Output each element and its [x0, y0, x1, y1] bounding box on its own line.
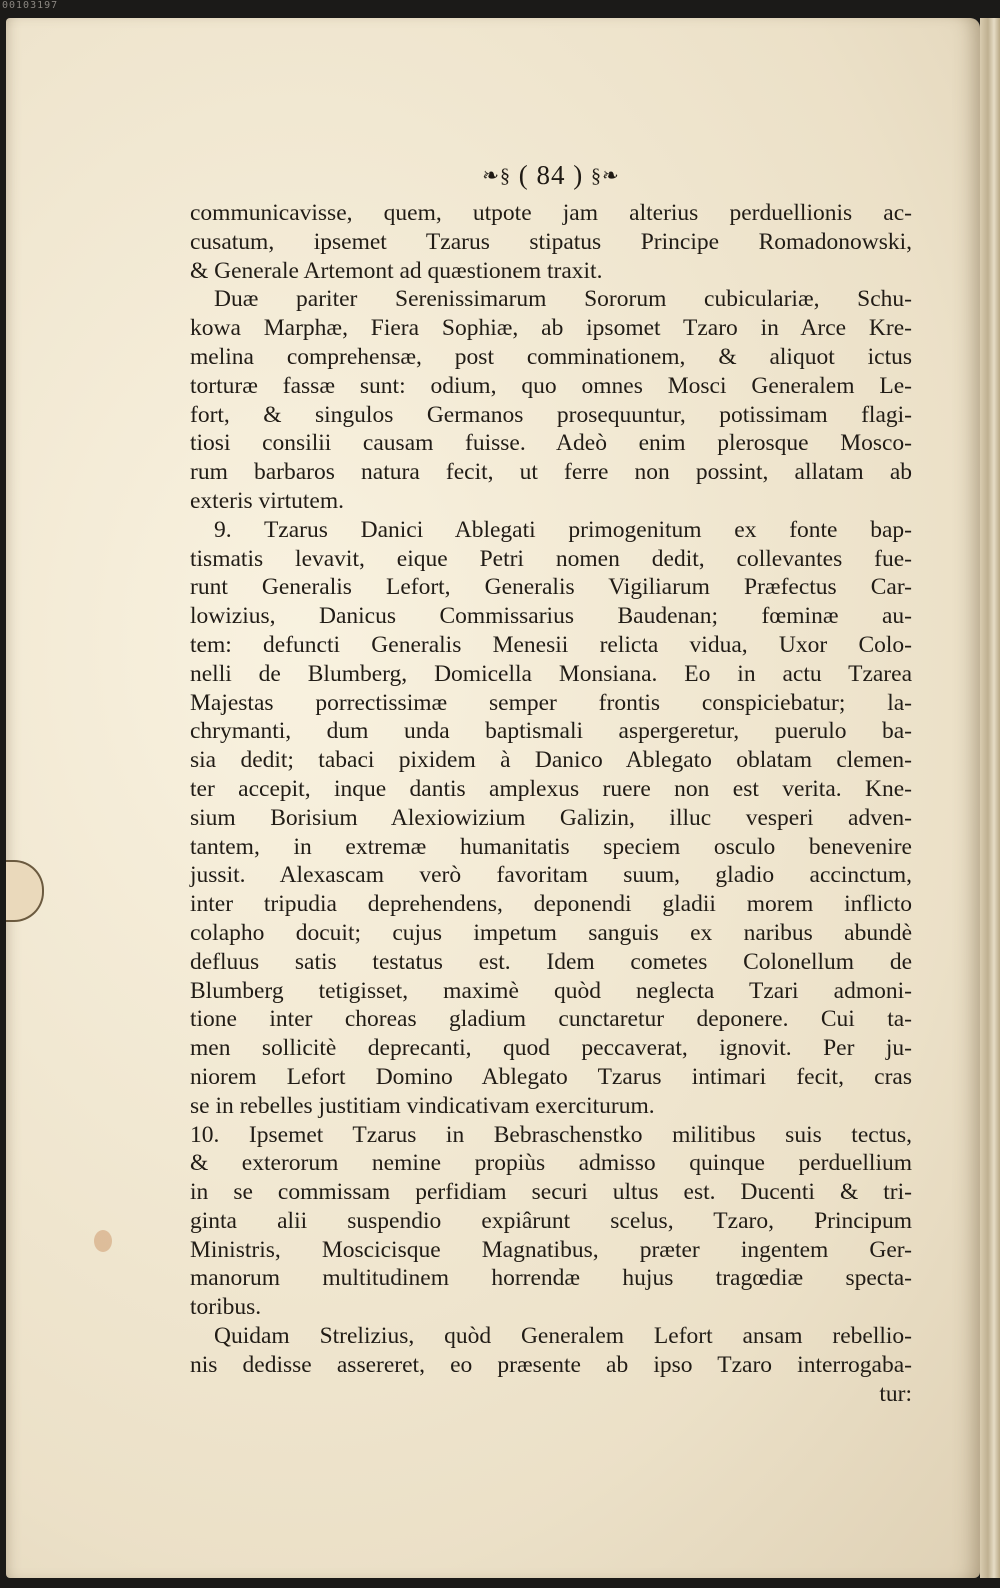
text-line: sia dedit; tabaci pixidem à Danico Ablegato oblatam clemen-: [190, 747, 912, 774]
page-header: [461, 160, 641, 191]
page-number: ( 84 ): [518, 160, 584, 190]
text-line: Duæ pariter Serenissimarum Sororum cubiculariæ, Schu-: [214, 286, 912, 313]
text-line: colapho docuit; cujus impetum sanguis ex naribus abundè: [190, 919, 912, 946]
text-line: torturæ fassæ sunt: odium, quo omnes Mosci Generalem Le-: [190, 372, 912, 399]
text-line: chrymanti, dum unda baptismali aspergeretur, puerulo ba-: [190, 718, 912, 745]
text-line: jussit. Alexascam verò favoritam suum, gladio accinctum,: [190, 862, 912, 889]
text-line: Quidam Strelizius, quòd Generalem Lefort ansam rebellio-: [214, 1323, 912, 1350]
text-line: communicavisse, quem, utpote jam alterius perduellionis ac-: [190, 200, 912, 226]
text-line: runt Generalis Lefort, Generalis Vigiliarum Præfectus Car-: [190, 574, 912, 601]
text-line: tantem, in extremæ humanitatis speciem osculo benevenire: [190, 833, 912, 860]
text-line: lowizius, Danicus Commissarius Baudenan; fœminæ au-: [190, 603, 912, 630]
text-line: toribus.: [190, 1294, 262, 1321]
text-line: tione inter choreas gladium cunctaretur deponere. Cui ta-: [190, 1006, 912, 1033]
text-line: in se commissam perfidiam securi ultus est. Ducenti & tri-: [190, 1179, 912, 1206]
paper-stain: [94, 1230, 112, 1252]
text-line: tiosi consilii causam fuisse. Adeò enim plerosque Mosco-: [190, 430, 912, 457]
text-line: Majestas porrectissimæ semper frontis conspiciebatur; la-: [190, 689, 912, 716]
left-ornament-icon: ❧§: [482, 165, 511, 187]
text-line: se in rebelles justitiam vindicativam exerciturum.: [190, 1092, 655, 1119]
text-line: manorum multitudinem horrendæ hujus tragœdiæ specta-: [190, 1265, 912, 1292]
text-line: cusatum, ipsemet Tzarus stipatus Principe Romadonowski,: [190, 228, 912, 255]
text-line: & exterorum nemine propiùs admisso quinque perduellium: [190, 1150, 912, 1177]
text-line: tem: defuncti Generalis Menesii relicta vidua, Uxor Colo-: [190, 631, 912, 658]
text-line: nis dedisse assereret, eo præsente ab ipso Tzaro interrogaba-: [190, 1351, 912, 1378]
text-line: men sollicitè deprecanti, quod peccaverat, ignovit. Per ju-: [190, 1035, 912, 1062]
text-line-catchword: tur:: [879, 1380, 912, 1407]
text-line: nelli de Blumberg, Domicella Monsiana. Eo in actu Tzarea: [190, 660, 912, 687]
book-page: [6, 18, 980, 1578]
text-line: 9. Tzarus Danici Ablegati primogenitum ex fonte bap-: [214, 516, 912, 543]
right-ornament-icon: §❧: [590, 165, 620, 187]
scan-identifier: 00103197: [2, 0, 59, 11]
text-line: sium Borisium Alexiowizium Galizin, illuc vesperi adven-: [190, 804, 912, 831]
text-line: 10. Ipsemet Tzarus in Bebraschenstko militibus suis tectus,: [190, 1121, 912, 1148]
text-line: tismatis levavit, eique Petri nomen dedit, collevantes fue-: [190, 545, 912, 572]
page-tab-marker: [6, 860, 44, 922]
text-line: exteris virtutem.: [190, 487, 345, 514]
text-line: melina comprehensæ, post comminationem, & aliquot ictus: [190, 343, 912, 370]
text-line: kowa Marphæ, Fiera Sophiæ, ab ipsomet Tzaro in Arce Kre-: [190, 315, 912, 342]
body-text: [190, 199, 912, 1408]
text-line: rum barbaros natura fecit, ut ferre non possint, allatam ab: [190, 459, 912, 486]
text-line: inter tripudia deprehendens, deponendi gladii morem inflicto: [190, 891, 912, 918]
text-line: Ministris, Moscicisque Magnatibus, præter ingentem Ger-: [190, 1236, 912, 1263]
text-line: ginta alii suspendio expiârunt scelus, Tzaro, Principum: [190, 1207, 912, 1234]
text-line: defluus satis testatus est. Idem cometes Colonellum de: [190, 948, 912, 975]
text-line: & Generale Artemont ad quæstionem traxit.: [190, 257, 603, 284]
text-line: fort, & singulos Germanos prosequuntur, potissimam flagi-: [190, 401, 912, 428]
text-line: ter accepit, inque dantis amplexus ruere non est verita. Kne-: [190, 775, 912, 802]
page-edge-stack: [980, 18, 1000, 1578]
text-line: Blumberg tetigisset, maximè quòd neglecta Tzari admoni-: [190, 977, 912, 1004]
text-line: niorem Lefort Domino Ablegato Tzarus intimari fecit, cras: [190, 1063, 912, 1090]
